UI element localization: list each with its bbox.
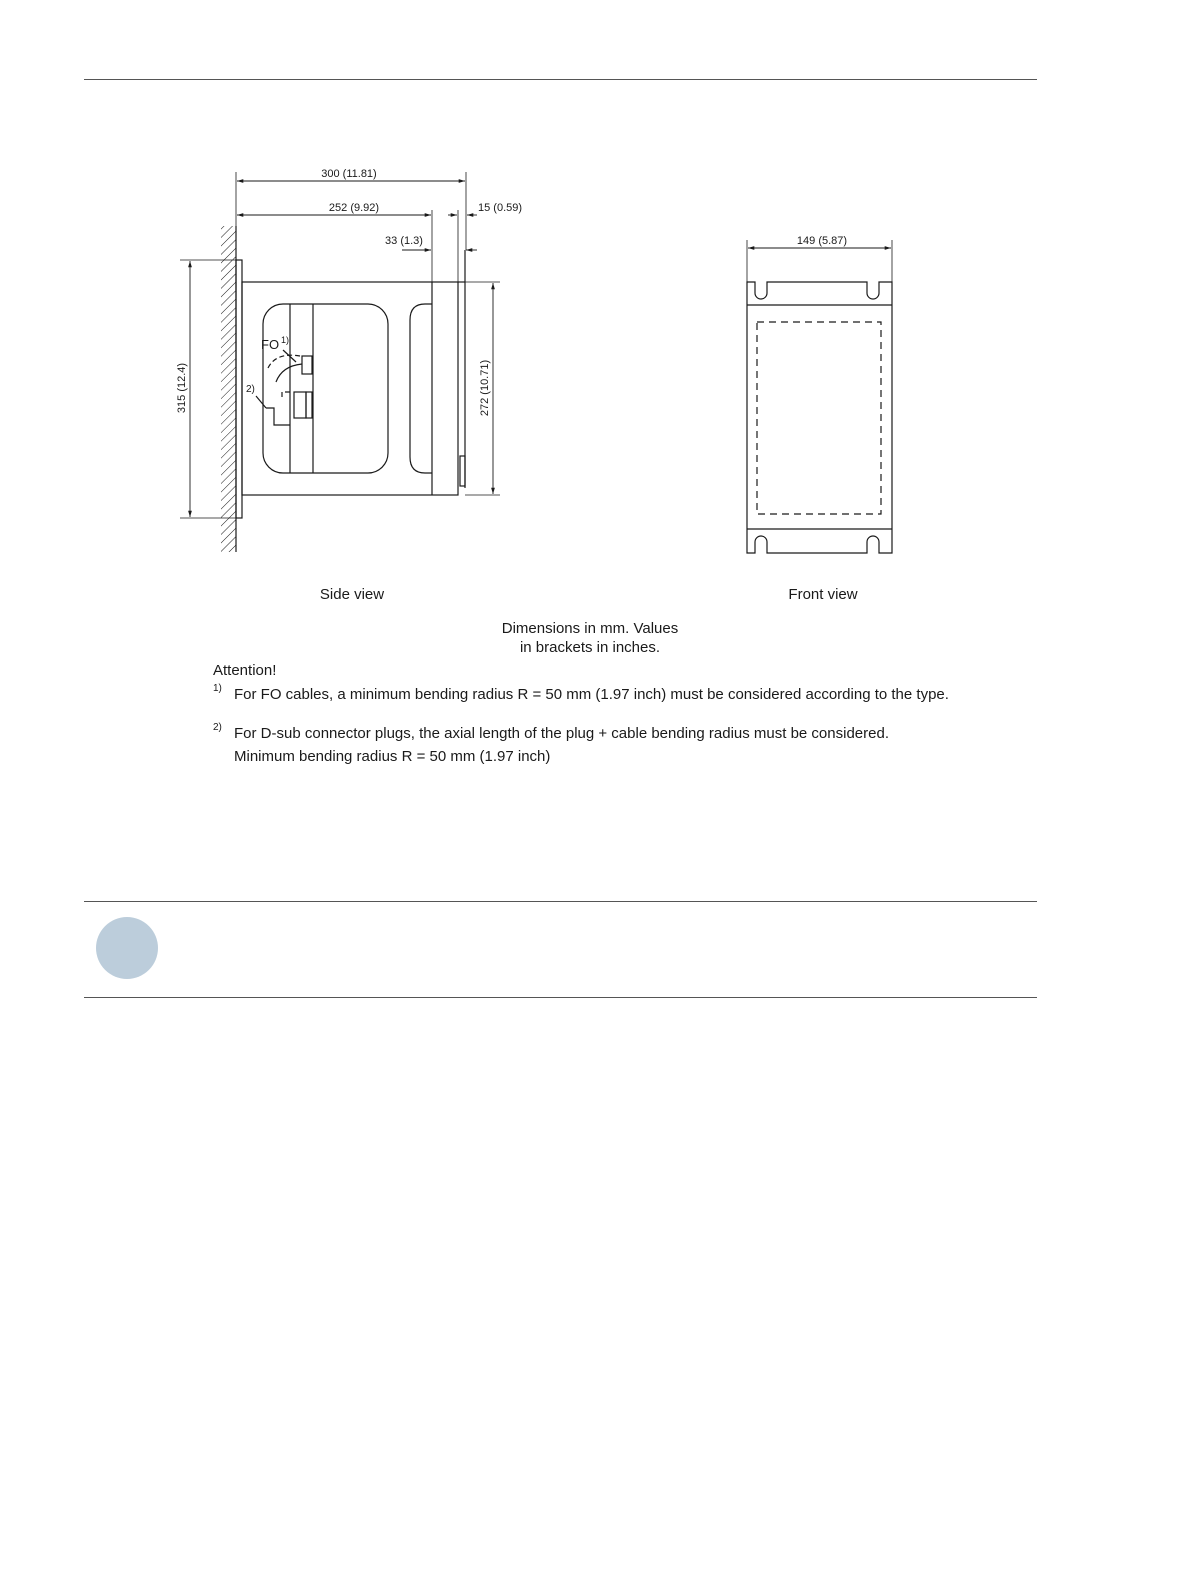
right-compartment bbox=[410, 304, 432, 473]
dim-body-label: 252 (9.92) bbox=[328, 202, 380, 214]
note-icon bbox=[96, 917, 158, 979]
note2-text-line1: For D-sub connector plugs, the axial length of the plug + cable bending radius must be considered. bbox=[234, 725, 889, 742]
front-view-caption: Front view bbox=[788, 586, 858, 603]
note2-ref: 2) bbox=[213, 722, 222, 733]
note-bottom-rule bbox=[84, 997, 1037, 998]
left-compartment bbox=[263, 304, 388, 473]
note1-text: For FO cables, a minimum bending radius R = 50 mm (1.97 inch) must be considered according to the type. bbox=[234, 686, 949, 703]
dim-front-offset-label: 15 (0.59) bbox=[478, 202, 523, 214]
fo-label: FO bbox=[261, 337, 280, 352]
dim-inner-height-label: 272 (10.71) bbox=[479, 359, 491, 417]
fo-ref-label: 1) bbox=[281, 335, 290, 345]
dsub-ref-label: 2) bbox=[246, 384, 255, 395]
note-top-rule bbox=[84, 901, 1037, 902]
dim-total-label: 300 (11.81) bbox=[321, 168, 377, 180]
front-view-cutout bbox=[757, 322, 881, 514]
dim-front-depth-label: 33 (1.3) bbox=[385, 235, 423, 247]
dimensions-note-line1: Dimensions in mm. Values bbox=[501, 620, 679, 637]
note1-ref: 1) bbox=[213, 683, 222, 694]
note2-text-line2: Minimum bending radius R = 50 mm (1.97 inch) bbox=[234, 748, 551, 765]
device-body bbox=[242, 282, 458, 495]
front-view-outline bbox=[747, 282, 892, 553]
dimensions-note-line2: in brackets in inches. bbox=[519, 639, 661, 656]
wall-hatch bbox=[221, 226, 236, 552]
front-width-label: 149 (5.87) bbox=[796, 235, 848, 247]
attention-title: Attention! bbox=[213, 662, 277, 679]
dim-height-label: 315 (12.4) bbox=[176, 362, 188, 414]
side-view-caption: Side view bbox=[319, 586, 385, 603]
mounting-flange bbox=[236, 260, 242, 518]
